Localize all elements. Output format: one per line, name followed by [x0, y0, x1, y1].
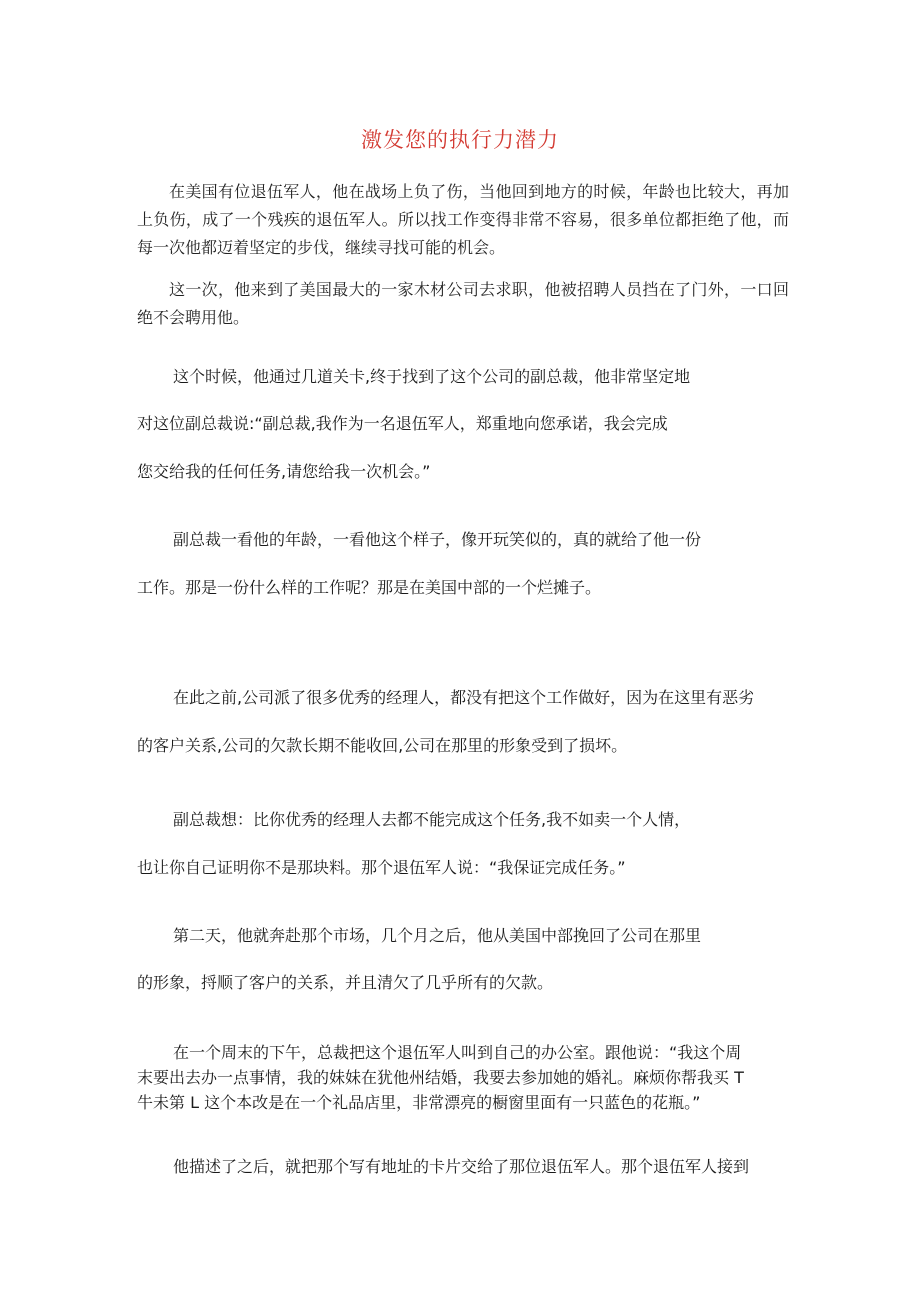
text-line: 在一个周末的下午，总裁把这个退伍军人叫到自己的办公室。跟他说：“我这个周 — [173, 1043, 742, 1062]
text-line: 的形象，捋顺了客户的关系，并且清欠了几乎所有的欠款。 — [137, 973, 554, 992]
text-line: 在此之前,公司派了很多优秀的经理人，都没有把这个工作做好，因为在这里有恶劣 — [173, 688, 755, 707]
page-title: 激发您的执行力潜力 — [361, 128, 559, 152]
text-line: 这个时候，他通过几道关卡,终于找到了这个公司的副总裁，他非常坚定地 — [173, 367, 691, 386]
text-line: 的客户关系,公司的欠款长期不能收回,公司在那里的形象受到了损坏。 — [137, 736, 628, 755]
text-line: 也让你自己证明你不是那块料。那个退伍军人说：“我保证完成任务。” — [137, 858, 626, 877]
text-line: 您交给我的任何任务,请您给我一次机会。” — [137, 462, 431, 481]
paragraph-1: 在美国有位退伍军人，他在战场上负了伤，当他回到地方的时候，年龄也比较大，再加上负伤，成了一个残疾的退伍军人。所以找工作变得非常不容易，很多单位都拒绝了他，而每一次他都迈着坚定的步伐，继续寻找可能的机会。 — [137, 182, 789, 257]
text-line: 工作。那是一份什么样的工作呢？那是在美国中部的一个烂摊子。 — [137, 578, 602, 597]
text-line: 他描述了之后，就把那个写有地址的卡片交给了那位退伍军人。那个退伍军人接到 — [173, 1157, 750, 1176]
paragraph-2: 这一次，他来到了美国最大的一家木材公司去求职，他被招聘人员挡在了门外，一口回绝不会聘用他。 — [137, 280, 789, 327]
text-line: 牛未第 L 这个本改是在一个礼品店里，非常漂亮的橱窗里面有一只蓝色的花瓶。” — [137, 1093, 701, 1112]
text-line: 第二天，他就奔赴那个市场，几个月之后，他从美国中部挽回了公司在那里 — [173, 926, 702, 945]
text-line: 副总裁一看他的年龄，一看他这个样子，像开玩笑似的，真的就给了他一份 — [173, 530, 702, 549]
text-line: 对这位副总裁说:“副总裁,我作为一名退伍军人，郑重地向您承诺，我会完成 — [137, 414, 668, 433]
text-line: 副总裁想：比你优秀的经理人去都不能完成这个任务,我不如卖一个人情， — [173, 810, 691, 829]
text-line: 末要出去办一点事情，我的妹妹在犹他州结婚，我要去参加她的婚礼。麻烦你帮我买 T — [137, 1068, 744, 1087]
